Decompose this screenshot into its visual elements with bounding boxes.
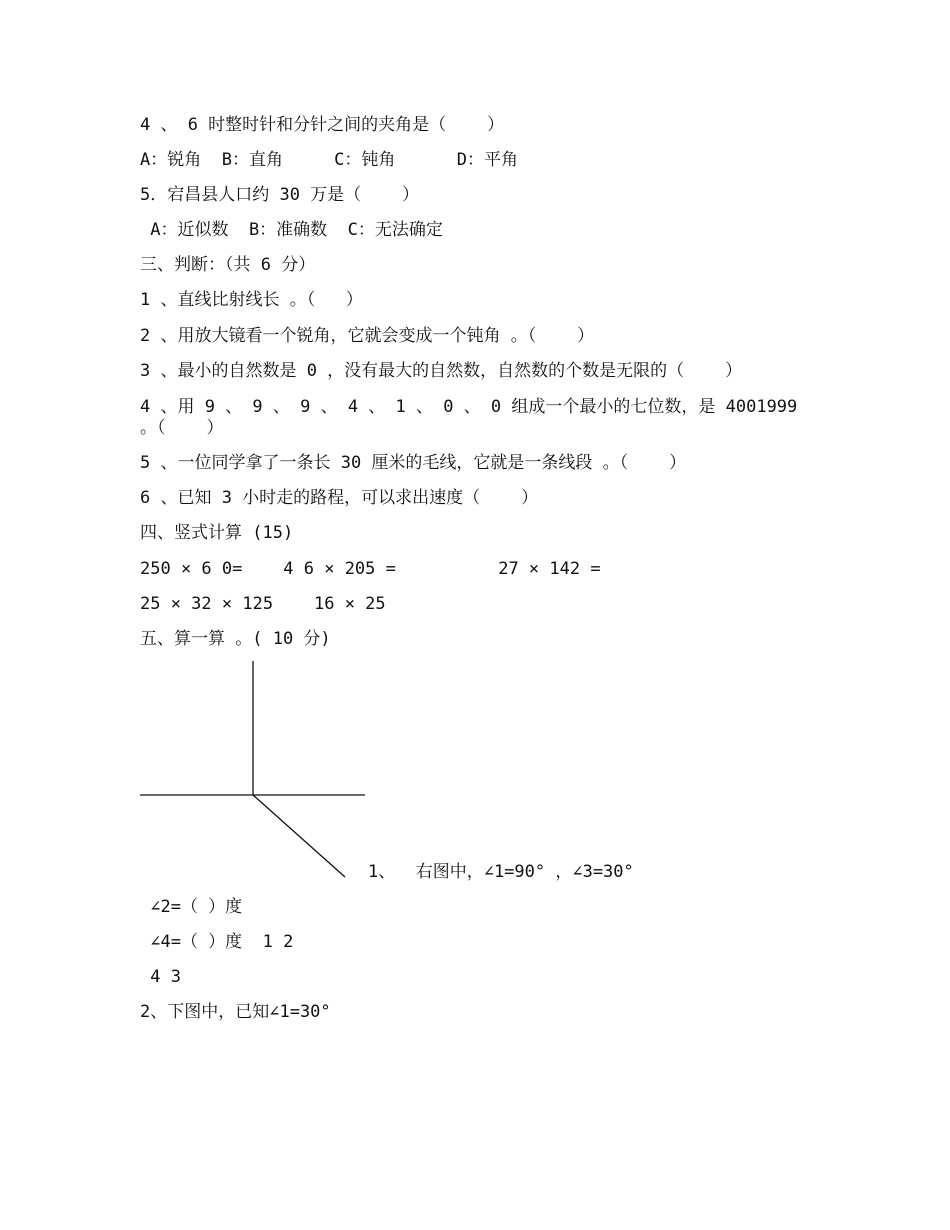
q4-choice-question: 4 、 6 时整时针和分针之间的夹角是（ ）	[140, 115, 505, 135]
judge-item-4-continued: 。（ ）	[140, 418, 224, 438]
angle-2-question: ∠2=（ ）度	[140, 897, 243, 917]
figure-caption: 1、 右图中，∠1=90° ，∠3=30°	[368, 862, 634, 882]
question-2: 2、下图中，已知∠1=30°	[140, 1002, 331, 1022]
judge-item-3: 3 、最小的自然数是 0 ，没有最大的自然数，自然数的个数是无限的（ ）	[140, 361, 743, 381]
judge-item-1: 1 、直线比射线长 。（ ）	[140, 290, 363, 310]
judge-item-2: 2 、用放大镜看一个锐角，它就会变成一个钝角 。（ ）	[140, 326, 595, 346]
angle-figure	[130, 655, 390, 885]
angle-labels-4-3: 4 3	[140, 967, 181, 987]
judge-item-6: 6 、已知 3 小时走的路程，可以求出速度（ ）	[140, 488, 539, 508]
section-4-heading: 四、竖式计算 (15)	[140, 523, 294, 543]
angle-4-question: ∠4=（ ）度 1 2	[140, 932, 294, 952]
judge-item-4: 4 、用 9 、 9 、 9 、 4 、 1 、 0 、 0 组成一个最小的七位数，是 4001999	[140, 397, 798, 417]
section-5-heading: 五、算一算 。( 10 分)	[140, 629, 331, 649]
judge-item-5: 5 、一位同学拿了一条长 30 厘米的毛线，它就是一条线段 。（ ）	[140, 453, 687, 473]
calc-row-1: 250 × 6 0= 4 6 × 205 = 27 × 142 =	[140, 559, 601, 579]
q5-options: A：近似数 B：准确数 C：无法确定	[140, 220, 443, 240]
diagonal-ray	[253, 795, 345, 877]
section-3-heading: 三、判断：（共 6 分）	[140, 255, 316, 275]
q5-choice-question: 5．宕昌县人口约 30 万是（ ）	[140, 185, 420, 205]
calc-row-2: 25 × 32 × 125 16 × 25	[140, 594, 386, 614]
q4-options: A：锐角 B：直角 C：钝角 D：平角	[140, 150, 518, 170]
